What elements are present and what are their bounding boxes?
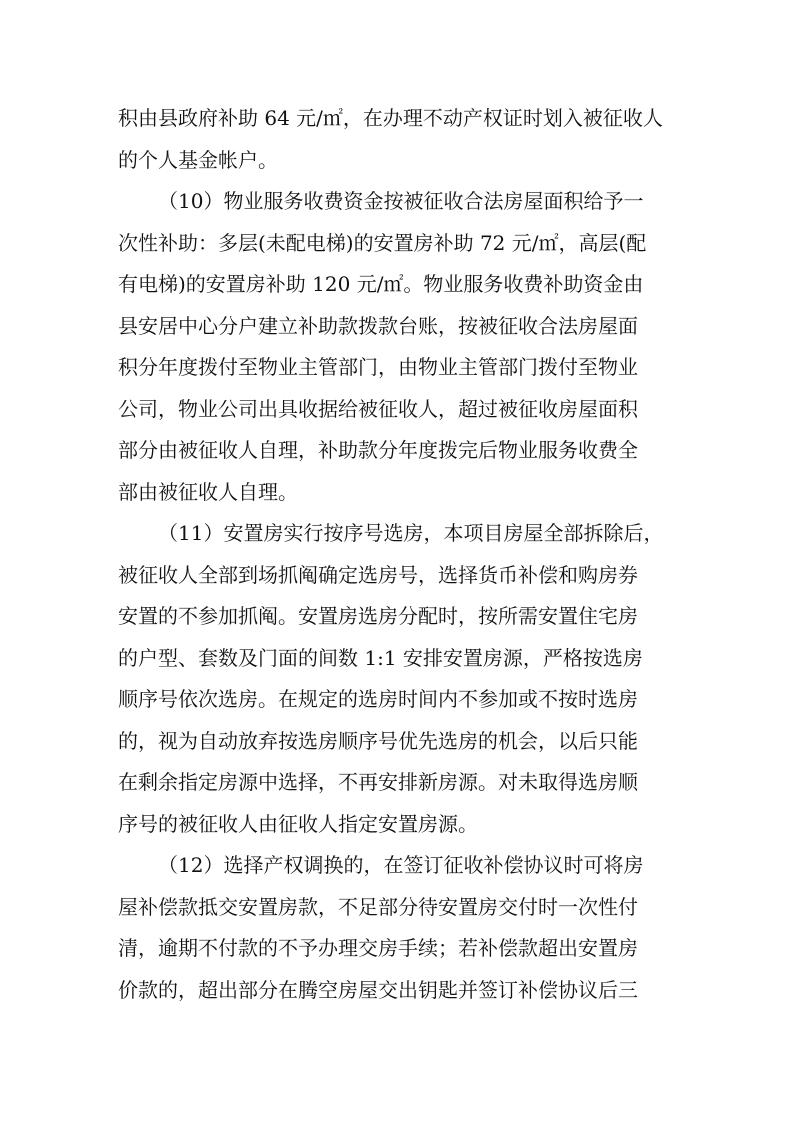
text-line: 安置的不参加抓阄。安置房选房分配时，按所需安置住宅房 bbox=[118, 604, 638, 628]
text-line: 的个人基金帐户。 bbox=[118, 147, 278, 172]
text-line: （12）选择产权调换的，在签订征收补偿协议时可将房 bbox=[158, 853, 644, 877]
text-line: 屋补偿款抵交安置房款，不足部分待安置房交付时一次性付 bbox=[118, 894, 638, 919]
document-page bbox=[118, 98, 678, 1011]
text-line: 顺序号依次选房。在规定的选房时间内不参加或不按时选房 bbox=[118, 687, 638, 711]
text-line: 的，视为自动放弃按选房顺序号优先选房的机会，以后只能 bbox=[118, 728, 638, 753]
text-line: 积由县政府补助 64 元/㎡，在办理不动产权证时划入被征收人 bbox=[118, 106, 663, 130]
paragraph-12 bbox=[118, 845, 678, 1011]
text-line: （11）安置房实行按序号选房，本项目房屋全部拆除后， bbox=[158, 521, 664, 545]
text-line: 价款的，超出部分在腾空房屋交出钥匙并签订补偿协议后三 bbox=[118, 977, 638, 1002]
text-line: 在剩余指定房源中选择，不再安排新房源。对未取得选房顺 bbox=[118, 770, 638, 794]
text-line: 部由被征收人自理。 bbox=[118, 479, 298, 504]
text-line: 次性补助：多层(未配电梯)的安置房补助 72 元/㎡，高层(配 bbox=[118, 230, 647, 255]
text-line: 县安居中心分户建立补助款拨款台账，按被征收合法房屋面 bbox=[118, 313, 638, 338]
text-line: 序号的被征收人由征收人指定安置房源。 bbox=[118, 811, 478, 836]
text-line: 被征收人全部到场抓阄确定选房号，选择货币补偿和购房券 bbox=[118, 562, 638, 587]
text-line: 的户型、套数及门面的间数 1:1 安排安置房源，严格按选房 bbox=[118, 645, 643, 670]
text-line: 积分年度拨付至物业主管部门，由物业主管部门拨付至物业 bbox=[118, 355, 638, 379]
paragraph-9-tail bbox=[118, 98, 678, 181]
text-line: 公司，物业公司出具收据给被征收人，超过被征收房屋面积 bbox=[118, 396, 638, 421]
text-line: （10）物业服务收费资金按被征收合法房屋面积给予一 bbox=[158, 189, 644, 213]
text-line: 清，逾期不付款的不予办理交房手续；若补偿款超出安置房 bbox=[118, 936, 638, 960]
paragraph-10 bbox=[118, 181, 678, 513]
paragraph-11 bbox=[118, 513, 678, 845]
text-line: 部分由被征收人自理，补助款分年度拨完后物业服务收费全 bbox=[118, 438, 638, 462]
text-line: 有电梯)的安置房补助 120 元/㎡。物业服务收费补助资金由 bbox=[118, 272, 644, 296]
